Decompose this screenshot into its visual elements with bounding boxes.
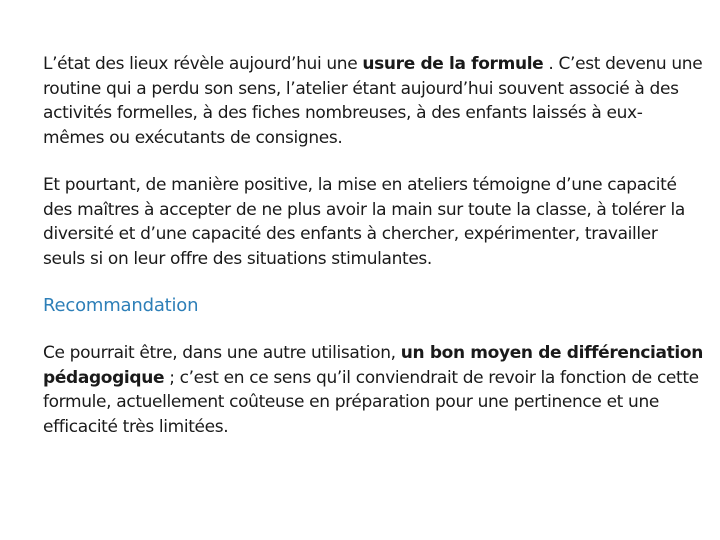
slide-content [43,52,703,439]
paragraph-1-rest: . C’est devenu une routine qui a perdu son sens, l’atelier étant aujourd’hui souvent associé à des activités formelles, à des fiches nombreuses, à des enfants laissés à eux-mêmes ou exécutants de consignes. [43,54,703,148]
paragraph-etat-des-lieux [43,52,703,150]
paragraph-et-pourtant: Et pourtant, de manière positive, la mise en ateliers témoigne d’une capacité des maîtres à accepter de ne plus avoir la main sur toute la classe, à tolérer la diversité et d’une capacité des enfants à chercher, expérimenter, travailler seuls si on leur offre des situations stimulantes. [43,175,685,269]
paragraph-1-emphasis: usure de la formule [362,54,544,74]
paragraph-1-intro: L’état des lieux révèle aujourd’hui une [43,54,363,74]
paragraph-3-emphasis: un bon moyen de différenciation pédagogique [43,343,703,388]
section-heading-recommandation: Recommandation [43,295,199,316]
paragraph-3-intro: Ce pourrait être, dans une autre utilisation, [43,343,401,363]
paragraph-recommandation [43,341,703,439]
paragraph-3-rest: ; c’est en ce sens qu’il conviendrait de revoir la fonction de cette formule, actuellement coûteuse en préparation pour une pertinence et une efficacité très limitées. [43,367,699,437]
